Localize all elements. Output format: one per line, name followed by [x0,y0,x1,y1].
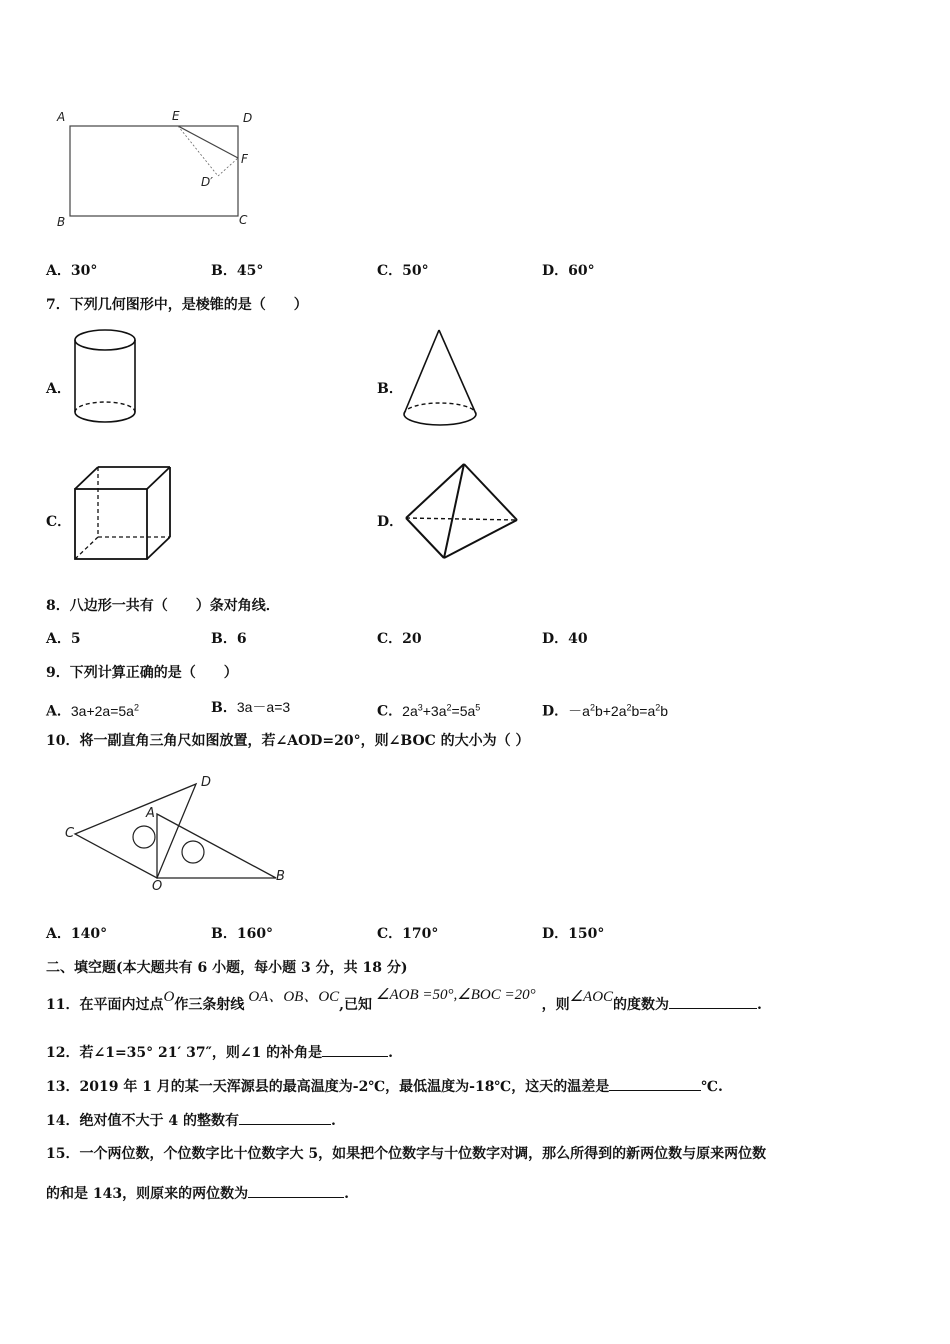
q12-answer-blank[interactable] [322,1042,388,1057]
q6-label-a: A [57,110,66,124]
q6-option-c[interactable]: C．50° [377,263,429,279]
q13-text: 13．2019 年 1 月的某一天浑源县的最高温度为-2℃，最低温度为-18℃，这天的温差是 [46,1079,610,1095]
q13-line [46,1076,723,1096]
q6-option-d[interactable]: D．60° [542,263,595,279]
q10-stem: 10．将一副直角三角尺如图放置，若∠AOD=20°，则∠BOC 的大小为（ ） [46,733,530,749]
section-2-title: 二、填空题(本大题共有 6 小题，每小题 3 分，共 18 分) [46,960,408,976]
q6-label-f: F [241,152,248,166]
q11-known: ,已知 [339,997,373,1013]
q10-label-o: O [152,879,163,894]
q11-angles: ∠AOB =50°,∠BOC =20° [376,987,536,1003]
q9-option-c-label: C． [377,703,403,720]
q6-rectangle-figure [50,108,270,233]
q9-formula-c: $2a^3+3a^2=5a^5$ [402,702,481,719]
q8-option-a[interactable]: A．5 [46,631,81,647]
q15-text: 的和是 143，则原来的两位数为 [46,1186,249,1202]
q7-option-c[interactable]: C． [46,514,72,530]
q8-option-d[interactable]: D．40 [542,631,588,647]
q10-label-c: C [65,826,75,841]
q8-stem: 8．八边形一共有（ ）条对角线． [46,598,280,614]
q14-text: 14．绝对值不大于 4 的整数有 [46,1113,239,1129]
q9-option-d-label: D． [542,703,569,720]
q9-stem: 9．下列计算正确的是（ ） [46,665,238,681]
q6-label-c: C [239,213,248,227]
q8-option-c[interactable]: C．20 [377,631,422,647]
q15-end: . [344,1186,349,1202]
q11-line [46,987,762,1014]
q14-line [46,1110,336,1130]
q12-end: . [388,1045,394,1061]
q13-answer-blank[interactable] [609,1076,701,1091]
q9-option-b[interactable] [211,698,290,717]
cube-icon [70,463,176,563]
q15-answer-blank[interactable] [248,1183,344,1198]
q9-formula-b: 3a－a=3 [236,699,291,715]
q14-answer-blank[interactable] [239,1110,331,1125]
q9-option-d[interactable] [542,698,668,721]
q11-prefix: 11．在平面内过点 [46,997,164,1013]
q11-rays: OA、OB、OC [248,989,340,1005]
q7-stem: 7．下列几何图形中，是棱锥的是（ ） [46,297,308,313]
q6-label-b: B [57,215,66,229]
q11-target: ∠AOC [569,989,614,1005]
q15-line-2 [46,1183,349,1203]
q9-option-a-label: A． [46,703,71,720]
cylinder-icon [70,326,140,430]
q10-label-b: B [276,869,285,884]
q8-option-b[interactable]: B．6 [211,631,247,647]
q9-option-c[interactable] [377,698,480,721]
q10-option-a[interactable]: A．140° [46,926,108,942]
pyramid-icon [400,458,522,564]
q9-option-a[interactable] [46,698,139,721]
q10-option-c[interactable]: C．170° [377,926,439,942]
q6-label-dprime: D′ [201,175,213,189]
q10-triangles-figure [60,770,300,890]
q10-option-d[interactable]: D．150° [542,926,605,942]
cone-icon [400,326,480,430]
q6-label-e: E [172,109,180,123]
q11-suffix: 的度数为 [613,997,670,1013]
q6-option-a[interactable]: A．30° [46,263,98,279]
q9-option-b-label: B． [211,700,237,716]
q6-label-d: D [243,111,253,125]
q15-line-1: 15．一个两位数，个位数字比十位数字大 5，如果把个位数字与十位数字对调，那么所得到的新两位数与原来两位数 [46,1146,767,1162]
q9-formula-d: $-a^2b+2a^2b=a^2b$ [568,702,669,719]
q7-option-a[interactable]: A． [46,381,71,397]
q12-line [46,1042,393,1062]
q6-option-b[interactable]: B．45° [211,263,264,279]
q10-label-a: A [146,806,155,821]
q10-label-d: D [201,775,212,790]
q11-end: . [757,997,762,1013]
q14-end: . [330,1113,336,1129]
q13-end: ℃. [701,1079,723,1095]
q11-answer-blank[interactable] [669,994,757,1009]
q7-option-b[interactable]: B． [377,381,403,397]
q10-option-b[interactable]: B．160° [211,926,274,942]
q11-then: ，则 [541,997,570,1013]
q9-formula-a: $3a+2a=5a^2$ [70,702,139,719]
q12-text: 12．若∠1=35° 21′ 37″，则∠1 的补角是 [46,1045,323,1061]
q11-mid: 作三条射线 [174,997,245,1013]
q11-point: O [163,989,175,1005]
q7-option-d[interactable]: D． [377,514,404,530]
